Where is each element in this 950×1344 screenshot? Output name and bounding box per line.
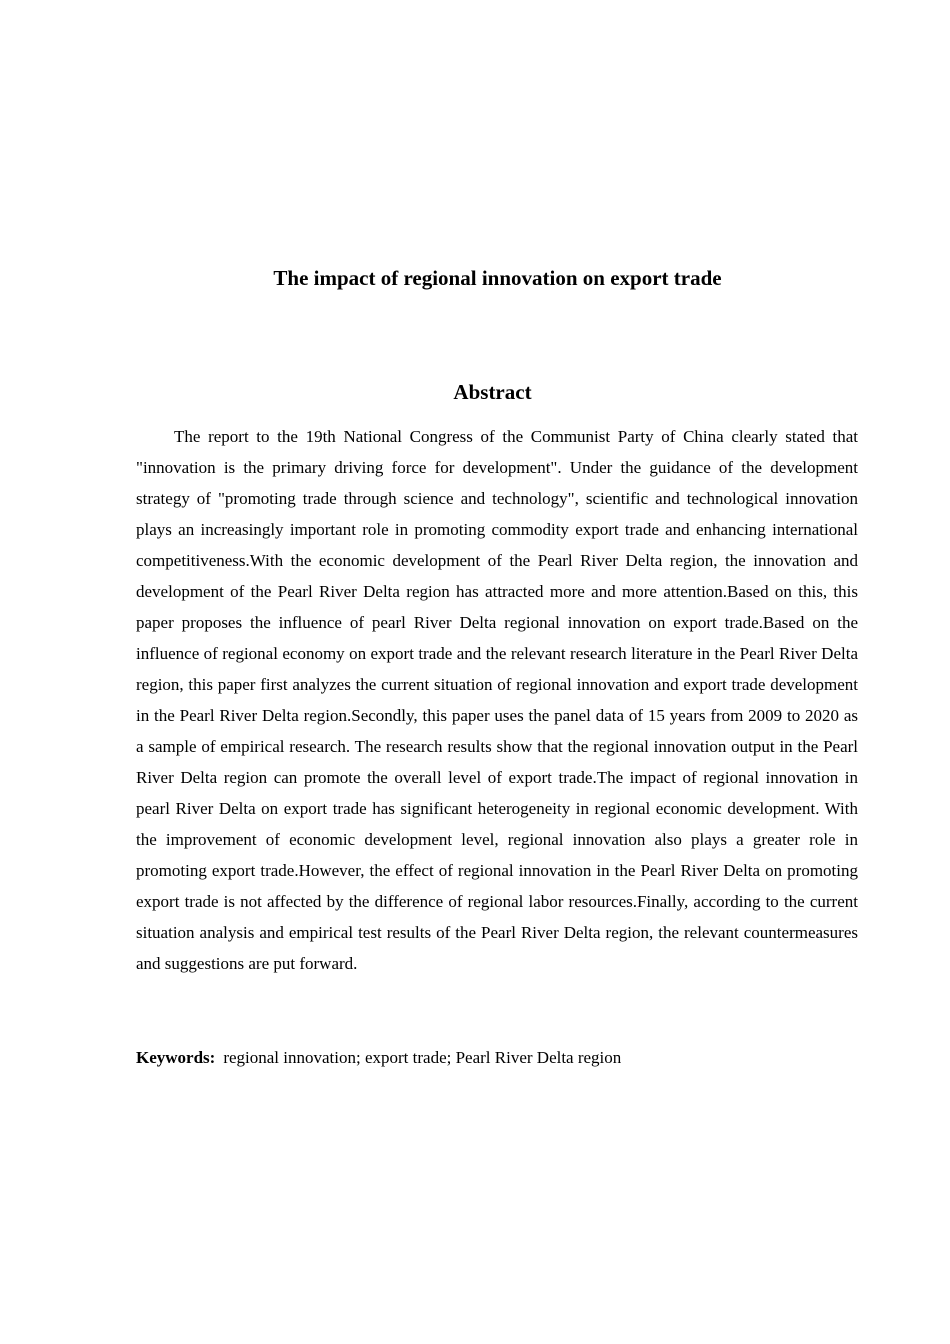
abstract-paragraph: The report to the 19th National Congress of the Communist Party of China clearly stated that "innovation is the primary driving force for development". Under the guidance of the development strategy of "promoting trade through science and technology", scientific and technological innovation plays an increasingly important role in promoting commodity export trade and enhancing international competitiveness.With the economic development of the Pearl River Delta region, the innovation and development of the Pearl River Delta region has attracted more and more attention.Based on this, this paper proposes the influence of pearl River Delta regional innovation on export trade.Based on the influence of regional economy on export trade and the relevant research literature in the Pearl River Delta region, this paper first analyzes the current situation of regional innovation and export trade development in the Pearl River Delta region.Secondly, this paper uses the panel data of 15 years from 2009 to 2020 as a sample of empirical research. The research results show that the regional innovation output in the Pearl River Delta region can promote the overall level of export trade.The impact of regional innovation in pearl River Delta on export trade has significant heterogeneity in regional economic development. With the improvement of economic development level, regional innovation also plays a greater role in promoting export trade.However, the effect of regional innovation in the Pearl River Delta on promoting export trade is not affected by the difference of regional labor resources.Finally, according to the current situation analysis and empirical test results of the Pearl River Delta region, the relevant countermeasures and suggestions are put forward. xyxy=(136,427,858,973)
document-title: The impact of regional innovation on export trade xyxy=(273,266,722,290)
abstract-heading: Abstract xyxy=(453,380,532,404)
keywords-line xyxy=(136,1042,858,1073)
keywords-label: Keywords: xyxy=(136,1048,216,1067)
keywords-text: regional innovation; export trade; Pearl River Delta region xyxy=(223,1048,622,1067)
